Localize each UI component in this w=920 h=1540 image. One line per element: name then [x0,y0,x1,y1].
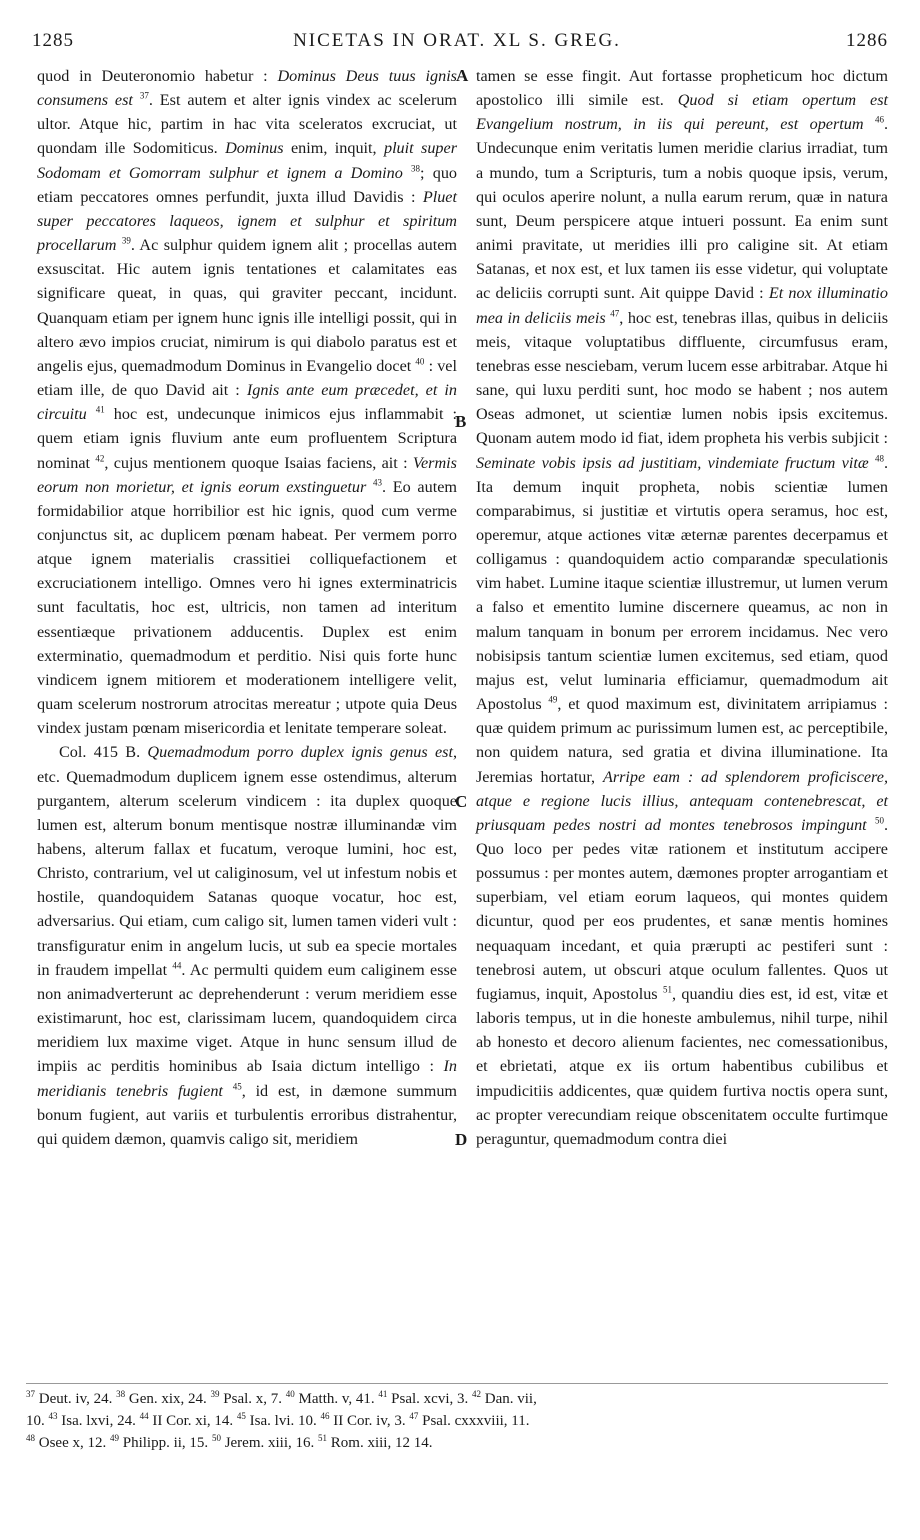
footnote-line-3: $^{48}$ Osee x, 12. $^{49}$ Philipp. ii, 15. $^{50}$ Jerem. xiii, 16. $^{51}$ Rom. xiii, 12 14. [26,1433,433,1451]
page-number-left: 1285 [32,30,74,51]
left-column [37,64,457,1151]
section-marker-a: A [456,66,469,85]
footnote-line-1: $^{37}$ Deut. iv, 24. $^{38}$ Gen. xix, 24. $^{39}$ Psal. x, 7. $^{40}$ Matth. v, 41. $^{41}$ Psal. xcvi, 3. $^{42}$ Dan. vii, [26,1389,537,1407]
footnote-line-2: 10. $^{43}$ Isa. lxvi, 24. $^{44}$ II Cor. xi, 14. $^{45}$ Isa. lvi. 10. $^{46}$ II Cor. iv, 3. $^{47}$ Psal. cxxxviii, 11. [26,1411,530,1429]
footnotes [26,1383,888,1454]
running-title: NICETAS IN ORAT. XL S. GREG. [293,30,621,51]
left-paragraph-2: Col. 415 B. Quemadmodum porro duplex ignis genus est, etc. Quemadmodum duplicem ignem esse ostendimus, alterum purgantem, alterum scelerum vindicem : ita duplex quoque lumen est, alterum bonum mentisque nostræ illuminandæ vim habens, alterum fallax et fucatum, veroque lumini, hoc est, Christo, contrarium, vel ut caliginosum, vel ut infestum nobis et hostile, quandoquidem Satanas quoque vocatur, hoc est, adversarius. Qui etiam, cum caligo sit, lumen tamen videri vult : transfiguratur enim in angelum lucis, ut sub ea specie mortales in fraudem impellat $^{44}$. Ac permulti quidem eum caliginem esse non animadverterunt ac deprehenderunt : verum meridiem esse existimarunt, hoc est, clarissimam lucem, quandoquidem circa meridiem lux maxime viget. Atque in hunc sensum illud de impiis ac perditis hominibus ab Isaia dictum intelligo : In meridianis tenebris fugient $^{45}$, id est, in dæmone summum bonum fugient, aut variis et turbulentis erroribus distrahentur, qui quidem dæmon, quamvis caligo sit, meridiem [37,743,458,1148]
section-marker-d: D [455,1130,468,1149]
right-column [476,64,888,1151]
running-header [26,30,888,60]
left-paragraph-1: quod in Deuteronomio habetur : Dominus Deus tuus ignis consumens est $^{37}$. Est autem et alter ignis vindex ac scelerum ultor. Atque hic, partim in hac vita sceleratos excruciat, ut quondam ille Sodomiticus. Dominus enim, inquit, pluit super Sodomam et Gomorram sulphur et ignem a Domino $^{38}$; quo etiam peccatores omnes perfundit, juxta illud Davidis : Pluet super peccatores laqueos, ignem et sulphur et spiritum procellarum $^{39}$. Ac sulphur quidem ignem alit ; procellas autem exsuscitat. Hic autem ignis tentationes et calamitates eas significare queat, in quas, qui graviter peccant, incidunt. Quanquam etiam per ignem hunc ignis ille intelligi possit, qui in altero ævo impios cruciat, nimirum is qui diabolo paratus est et angelis ejus, quemadmodum Dominus in Evangelio docet $^{40}$ : vel etiam ille, de quo David ait : Ignis ante eum præcedet, et in circuitu $^{41}$ hoc est, undecunque inimicos ejus inflammabit : quem etiam ignis fluvium ante eum profluentem Scriptura nominat $^{42}$, cujus mentionem quoque Isaias faciens, ait : Vermis eorum non morietur, et ignis eorum exstinguetur $^{43}$. Eo autem formidabilior atque horribilior est hic ignis, quod cum verme conjunctus sit, ac duplicem pœnam habeat. Per vermem porro atque ignem materialis crassitiei colliquefactionem et excruciationem intelligo. Omnes vero hi ignes exterminatricis sunt facultatis, hoc est, ultricis, non tamen ad interitum essentiæque privationem adducentis. Duplex est enim exterminatio, quemadmodum et perditio. Nisi quis forte hunc vindicem ignem mitiorem et moderationem intelligere velit, quam scelerum nostrorum atrocitas mereatur ; utpote quia Deus vindex justam pœnam misericordia et lenitate temperare soleat. [37,67,458,738]
page-number-right: 1286 [846,30,888,51]
section-marker-b: B [455,412,467,431]
right-paragraph-1: tamen se esse fingit. Aut fortasse propheticum hoc dictum apostolico illi simile est. Quod si etiam opertum est Evangelium nostrum, in iis qui pereunt, est opertum $^{46}$. Undecunque enim veritatis lumen meridie clarius irradiat, tum a mundo, tum a Scripturis, tum a nobis quoque ipsis, verum, qui oculos aperire nolunt, a nulla earum rerum, quæ in natura sunt, Deum perspicere atque intueri possunt. Ea enim sunt animi pravitate, ut meridies illi pro caligine sit. At etiam Satanas, et nox est, et lux tamen iis esse videtur, qui voluptate ac deliciis corrupti sunt. Ait quippe David : Et nox illuminatio mea in deliciis meis $^{47}$, hoc est, tenebras illas, quibus in deliciis meis, vitaque voluptatibus diffluente, circumfusus eram, tenebras esse nesciebam, verum lucem esse arbitrabar. Atque hi sane, qui luxu perditi sunt, hoc modo se habent ; nos autem Oseas admonet, ut scientiæ lumen nobis ipsis excitemus. Quonam autem modo id fiat, idem propheta his verbis subjicit : Seminate vobis ipsis ad justitiam, vindemiate fructum vitæ $^{48}$. Ita demum inquit propheta, nobis scientiæ lumen comparabimus, si justitiæ et virtutis opera seramus, hoc est, operemur, atque actiones vitæ æternæ parentes decerpamus et colligamus : quandoquidem actio comparandæ speculationis vim habet. Lumine itaque scientiæ illustremur, ut lumen verum a falso et ementito lumine discernere queamus, ac non in malum tanquam in bonum per errorem incidamus. Nec vero nobisipsis tantum scientiæ lumen excitemus, sed etiam, quod majus est, velut luminaria efficiamur, quemadmodum ait Apostolus $^{49}$, et quod maximum est, divinitatem arripiamus : quæ quidem primum ac purissimum lumen est, ac perceptibile, non quidem natura, sed gratia et divina illuminatione. Ita Jeremias hortatur, Arripe eam : ad splendorem proficiscere, atque e regione lucis illius, antequam contenebrescat, et priusquam pedes nostri ad montes tenebrosos impingunt $^{50}$. Quo loco per pedes vitæ rationem et institutum accipere possumus : per montes autem, dæmones propter arrogantiam et superbiam, vel etiam eorum laqueos, qui montes quidem dicuntur, quod per eos prudentes, et sanæ mentis homines nequaquam incedant, et quia prærupti ac pestiferi sunt : tenebrosi autem, ut obscuri atque oculum fallentes. Quos ut fugiamus, inquit, Apostolus $^{51}$, quandiu dies est, id est, vitæ et laboris tempus, ut in die honeste ambulemus, nihil turpe, nihil ab honesto et decoro alienum facientes, nec comessationibus, et ebrietati, atque ex iis ortum habentibus cubilibus et impudicitiis addicentes, quæ quidem furtiva noctis opera sunt, ac propter verecundiam reique obscenitatem occulte furtimque peraguntur, quemadmodum contra diei [476,67,889,1148]
section-marker-c: C [455,792,468,811]
